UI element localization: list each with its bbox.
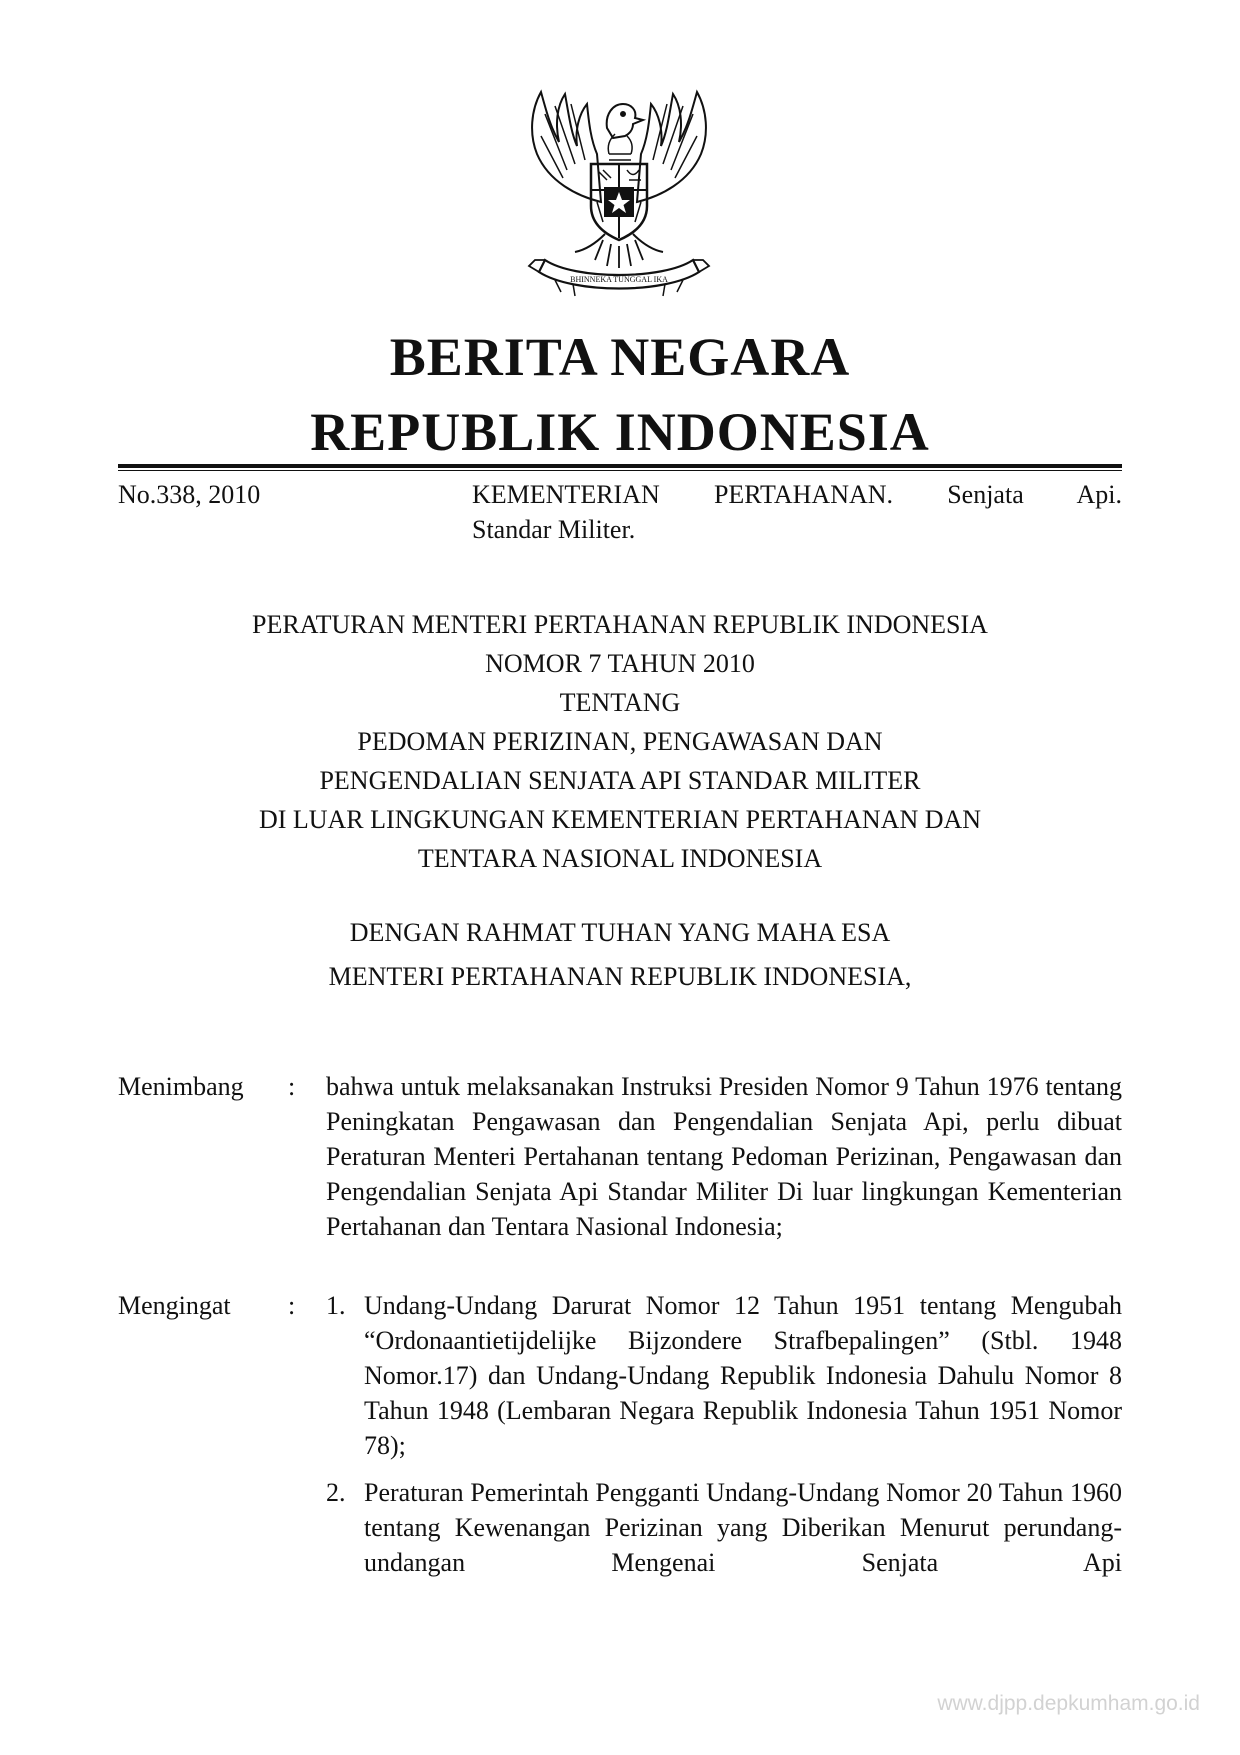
mengingat-item-number: 1. [326, 1291, 346, 1320]
gazette-subject-line1: KEMENTERIAN PERTAHANAN. Senjata Api. [472, 480, 1122, 509]
mengingat-colon: : [288, 1291, 296, 1320]
regulation-title-line: PENGENDALIAN SENJATA API STANDAR MILITER [319, 766, 921, 795]
mengingat-label: Mengingat [118, 1291, 231, 1320]
mengingat-item-number: 2. [326, 1478, 346, 1507]
preamble [118, 911, 1122, 999]
gazette-number: No.338, 2010 [118, 480, 261, 509]
regulation-title-line: PEDOMAN PERIZINAN, PENGAWASAN DAN [357, 727, 883, 756]
gazette-title-line1: BERITA NEGARA [389, 327, 851, 387]
gazette-title-line2: REPUBLIK INDONESIA [310, 402, 930, 462]
regulation-title-line: PERATURAN MENTERI PERTAHANAN REPUBLIK INDONESIA [252, 610, 988, 639]
svg-text:BHINNEKA TUNGGAL IKA: BHINNEKA TUNGGAL IKA [570, 275, 668, 284]
gazette-subject-line2: Standar Militer. [472, 515, 636, 544]
menimbang-text: bahwa untuk melaksanakan Instruksi Presiden Nomor 9 Tahun 1976 tentang Peningkatan Pengawasan dan Pengendalian Senjata Api, perlu dibuat Peraturan Menteri Pertahanan tentang Pedoman Perizinan, Pengawasan dan Pengendalian Senjata Api Standar Militer Di luar lingkungan Kementerian Pertahanan dan Tentara Nasional Indonesia; [326, 1072, 1122, 1241]
menimbang-colon: : [288, 1072, 296, 1101]
menimbang-label: Menimbang [118, 1072, 244, 1101]
garuda-pancasila-emblem-icon [515, 84, 723, 298]
regulation-title-line: TENTARA NASIONAL INDONESIA [417, 844, 823, 873]
website-watermark: www.djpp.depkumham.go.id [937, 1692, 1200, 1715]
regulation-title-line: NOMOR 7 TAHUN 2010 [485, 649, 755, 678]
preamble-line: MENTERI PERTAHANAN REPUBLIK INDONESIA, [328, 962, 912, 991]
regulation-title-line: TENTANG [559, 688, 681, 717]
header-rule-thick [118, 464, 1122, 468]
regulation-title-line: DI LUAR LINGKUNGAN KEMENTERIAN PERTAHANAN DAN [258, 805, 982, 834]
header-rule-thin [118, 470, 1122, 471]
preamble-line: DENGAN RAHMAT TUHAN YANG MAHA ESA [349, 918, 891, 947]
mengingat-item-text: Undang-Undang Darurat Nomor 12 Tahun 1951 tentang Mengubah “Ordonaantietijdelijke Bijzondere Strafbepalingen” (Stbl. 1948 Nomor.17) dan Undang-Undang Republik Indonesia Dahulu Nomor 8 Tahun 1948 (Lembaran Negara Republik Indonesia Tahun 1951 Nomor 78); [364, 1291, 1122, 1460]
mengingat-item-text: Peraturan Pemerintah Pengganti Undang-Undang Nomor 20 Tahun 1960 tentang Kewenangan Perizinan yang Diberikan Menurut perundang-undangan Mengenai Senjata Api [364, 1478, 1122, 1577]
regulation-title [118, 605, 1122, 878]
gazette-subject [472, 477, 1122, 547]
